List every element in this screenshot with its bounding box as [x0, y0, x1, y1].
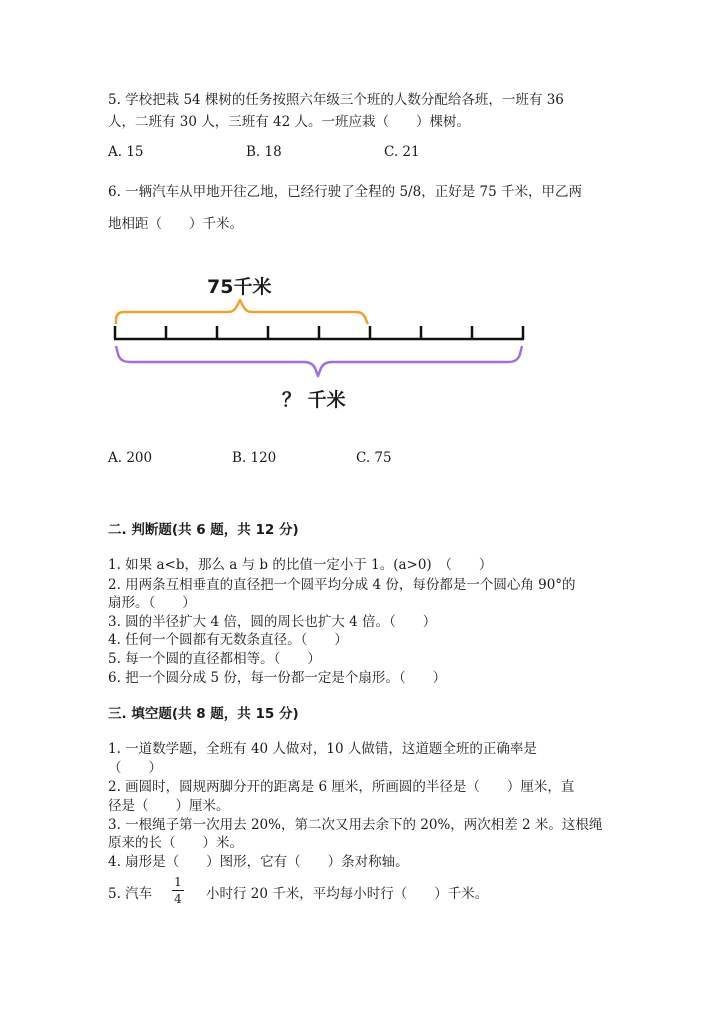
- fraction-numerator: 1: [174, 875, 182, 889]
- fraction-bar: [172, 890, 184, 891]
- fraction-one-quarter: [170, 875, 186, 906]
- q5-line1: 5. 学校把栽 54 棵树的任务按照六年级三个班的人数分配给各班，一班有 36: [108, 92, 564, 108]
- tf-item-6: 6. 把一个圆分成 5 份，每一份都一定是个扇形。（ ）: [108, 670, 447, 686]
- fill-item-4: 4. 扇形是（ ）图形，它有（ ）条对称轴。: [108, 854, 409, 870]
- q5-option-a: A. 15: [108, 144, 144, 160]
- q5-option-b: B. 18: [246, 144, 282, 160]
- q6-option-b: B. 120: [232, 450, 277, 466]
- fill-item-2-cont: 径是（ ）厘米。: [108, 798, 230, 814]
- distance-diagram: [0, 260, 720, 420]
- tf-item-2: 2. 用两条互相垂直的直径把一个圆平均分成 4 份，每份都是一个圆心角 90°的: [108, 577, 576, 593]
- section2-title: 二. 判断题(共 6 题，共 12 分): [108, 522, 299, 538]
- known-distance-brace: [116, 300, 368, 324]
- q6-line1: 6. 一辆汽车从甲地开往乙地，已经行驶了全程的 5/8，正好是 75 千米，甲乙两: [108, 184, 582, 200]
- total-distance-brace: [116, 346, 522, 376]
- q6-option-c: C. 75: [356, 450, 392, 466]
- fraction-denominator: 4: [174, 892, 182, 906]
- section3-title: 三. 填空题(共 8 题，共 15 分): [108, 706, 299, 722]
- fill-item-1: 1. 一道数学题，全班有 40 人做对，10 人做错，这道题全班的正确率是: [108, 741, 537, 757]
- known-distance-label: 75千米: [207, 276, 272, 298]
- tf-item-4: 4. 任何一个圆都有无数条直径。（ ）: [108, 632, 348, 648]
- q6-line2: 地相距（ ）千米。: [108, 216, 243, 232]
- fill-item-3-cont: 原来的长（ ）米。: [108, 835, 243, 851]
- q5-line2: 人，二班有 30 人，三班有 42 人。一班应栽（ ）棵树。: [108, 114, 471, 130]
- unknown-distance-label: ？ 千米: [282, 389, 346, 411]
- fill-item-1-cont: （ ）: [108, 760, 162, 776]
- fill-item-5-prefix: 5. 汽车: [108, 886, 153, 902]
- tf-item-2-cont: 扇形。（ ）: [108, 595, 196, 611]
- fill-item-5-suffix: 小时行 20 千米，平均每小时行（ ）千米。: [206, 886, 489, 902]
- q6-option-a: A. 200: [108, 450, 153, 466]
- tf-item-1: 1. 如果 a<b，那么 a 与 b 的比值一定小于 1。(a>0) （ ）: [108, 557, 493, 573]
- fill-item-2: 2. 画圆时，圆规两脚分开的距离是 6 厘米，所画圆的半径是（ ）厘米，直: [108, 779, 575, 795]
- tf-item-5: 5. 每一个圆的直径都相等。（ ）: [108, 651, 321, 667]
- tf-item-3: 3. 圆的半径扩大 4 倍，圆的周长也扩大 4 倍。（ ）: [108, 614, 437, 630]
- fill-item-3: 3. 一根绳子第一次用去 20%，第二次又用去余下的 20%，两次相差 2 米。这根绳: [108, 817, 603, 833]
- tick-marks: [115, 326, 523, 339]
- q5-option-c: C. 21: [384, 144, 420, 160]
